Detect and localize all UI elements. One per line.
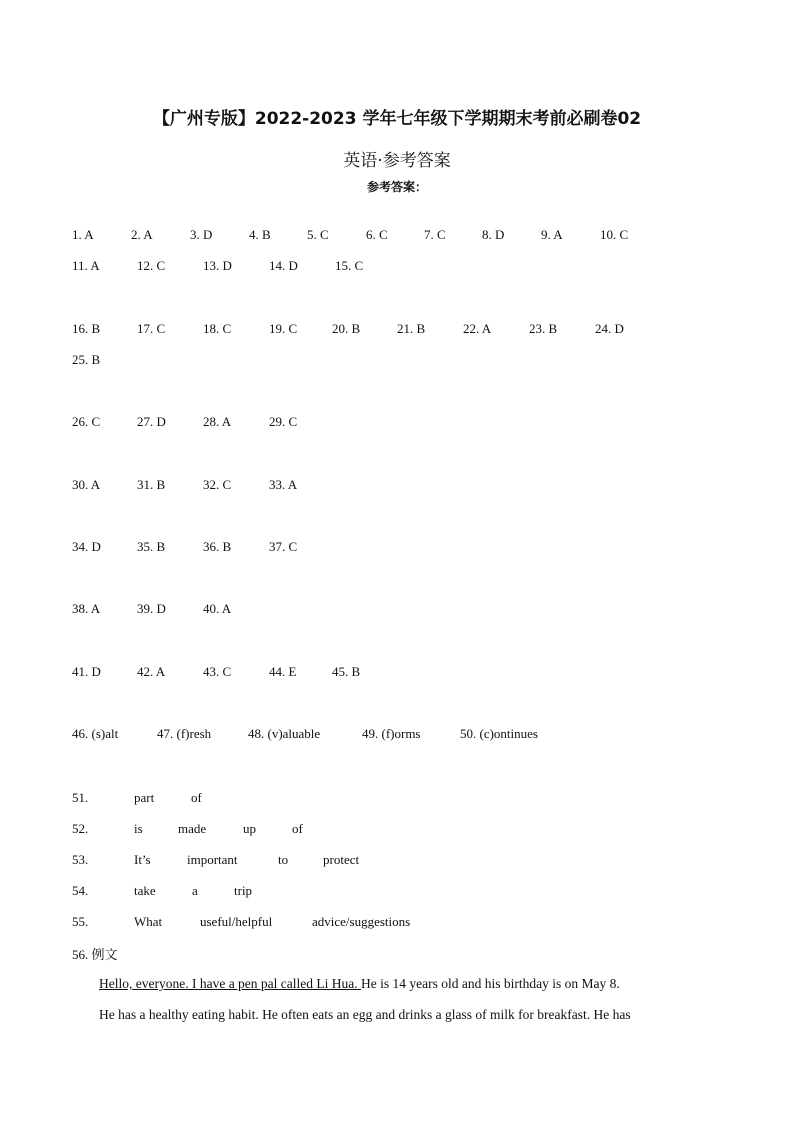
answer-word: to xyxy=(278,852,289,867)
answer-word: of xyxy=(191,790,202,805)
question-number: 51. xyxy=(72,790,89,805)
question-number: 52. xyxy=(72,821,89,836)
answer-item: 37. C xyxy=(269,539,298,554)
answer-word: It’s xyxy=(134,852,151,867)
answer-item: 45. B xyxy=(332,664,361,679)
answer-item: 7. C xyxy=(424,227,446,242)
question-number: 55. xyxy=(72,914,89,929)
answer-item: 20. B xyxy=(332,321,361,336)
answer-item: 42. A xyxy=(137,664,166,679)
answer-item: 25. B xyxy=(72,352,101,367)
answer-item: 41. D xyxy=(72,664,101,679)
answer-item: 28. A xyxy=(203,414,232,429)
document-title: 【广州专版】2022-2023 学年七年级下学期期末考前必刷卷02 xyxy=(152,109,642,129)
answer-item: 43. C xyxy=(203,664,232,679)
answer-item: 33. A xyxy=(269,477,298,492)
answer-item: 48. (v)aluable xyxy=(248,726,321,741)
answer-item: 35. B xyxy=(137,539,166,554)
answer-item: 40. A xyxy=(203,601,232,616)
answer-item: 46. (s)alt xyxy=(72,726,119,741)
answer-item: 9. A xyxy=(541,227,563,242)
answer-word: What xyxy=(134,914,163,929)
answer-item: 13. D xyxy=(203,258,232,273)
question-number: 56. xyxy=(72,947,89,962)
answer-item: 22. A xyxy=(463,321,492,336)
answer-item: 21. B xyxy=(397,321,426,336)
answer-item: 26. C xyxy=(72,414,101,429)
answer-item: 19. C xyxy=(269,321,298,336)
essay-line-2: He has a healthy eating habit. He often eats an egg and drinks a glass of milk for breakfast. He has xyxy=(99,1007,631,1022)
answer-item: 12. C xyxy=(137,258,166,273)
answer-item: 39. D xyxy=(137,601,166,616)
answer-item: 47. (f)resh xyxy=(157,726,212,741)
answer-item: 11. A xyxy=(72,258,100,273)
answer-item: 1. A xyxy=(72,227,94,242)
answer-word: part xyxy=(134,790,155,805)
answer-item: 36. B xyxy=(203,539,232,554)
answer-item: 38. A xyxy=(72,601,101,616)
question-56-header xyxy=(72,944,118,963)
answer-word: useful/helpful xyxy=(200,914,273,929)
answer-item: 8. D xyxy=(482,227,505,242)
answer-item: 31. B xyxy=(137,477,166,492)
answer-item: 49. (f)orms xyxy=(362,726,421,741)
answer-word: take xyxy=(134,883,156,898)
answer-item: 30. A xyxy=(72,477,101,492)
answer-item: 29. C xyxy=(269,414,298,429)
answer-item: 32. C xyxy=(203,477,232,492)
answer-item: 27. D xyxy=(137,414,166,429)
answer-item: 18. C xyxy=(203,321,232,336)
answers-heading: 参考答案： xyxy=(366,180,427,194)
answer-word: protect xyxy=(323,852,360,867)
question-number: 54. xyxy=(72,883,89,898)
answer-item: 5. C xyxy=(307,227,329,242)
answer-item: 24. D xyxy=(595,321,624,336)
answer-item: 15. C xyxy=(335,258,364,273)
answer-item: 44. E xyxy=(269,664,297,679)
essay-line-1 xyxy=(99,976,620,992)
answer-item: 6. C xyxy=(366,227,388,242)
answer-word: important xyxy=(187,852,238,867)
essay-underlined-opening: Hello, everyone. I have a pen pal called Li Hua. xyxy=(99,976,362,991)
answer-word: advice/suggestions xyxy=(312,914,411,929)
answer-item: 4. B xyxy=(249,227,271,242)
answer-item: 17. C xyxy=(137,321,166,336)
answer-word: is xyxy=(134,821,143,836)
question-number: 53. xyxy=(72,852,89,867)
answer-word: up xyxy=(243,821,256,836)
answer-item: 50. (c)ontinues xyxy=(460,726,538,741)
answer-item: 34. D xyxy=(72,539,101,554)
answer-item: 16. B xyxy=(72,321,101,336)
answer-item: 14. D xyxy=(269,258,298,273)
essay-text: He is 14 years old and his birthday is on May 8. xyxy=(361,976,620,991)
sample-essay-label: 例文 xyxy=(91,948,118,963)
answer-item: 23. B xyxy=(529,321,558,336)
answer-word: made xyxy=(178,821,207,836)
answer-item: 2. A xyxy=(131,227,153,242)
answer-word: trip xyxy=(234,883,253,898)
answer-item: 3. D xyxy=(190,227,213,242)
answer-word: of xyxy=(292,821,303,836)
answer-word: a xyxy=(192,883,198,898)
document-subtitle: 英语·参考答案 xyxy=(343,151,451,171)
answer-item: 10. C xyxy=(600,227,629,242)
